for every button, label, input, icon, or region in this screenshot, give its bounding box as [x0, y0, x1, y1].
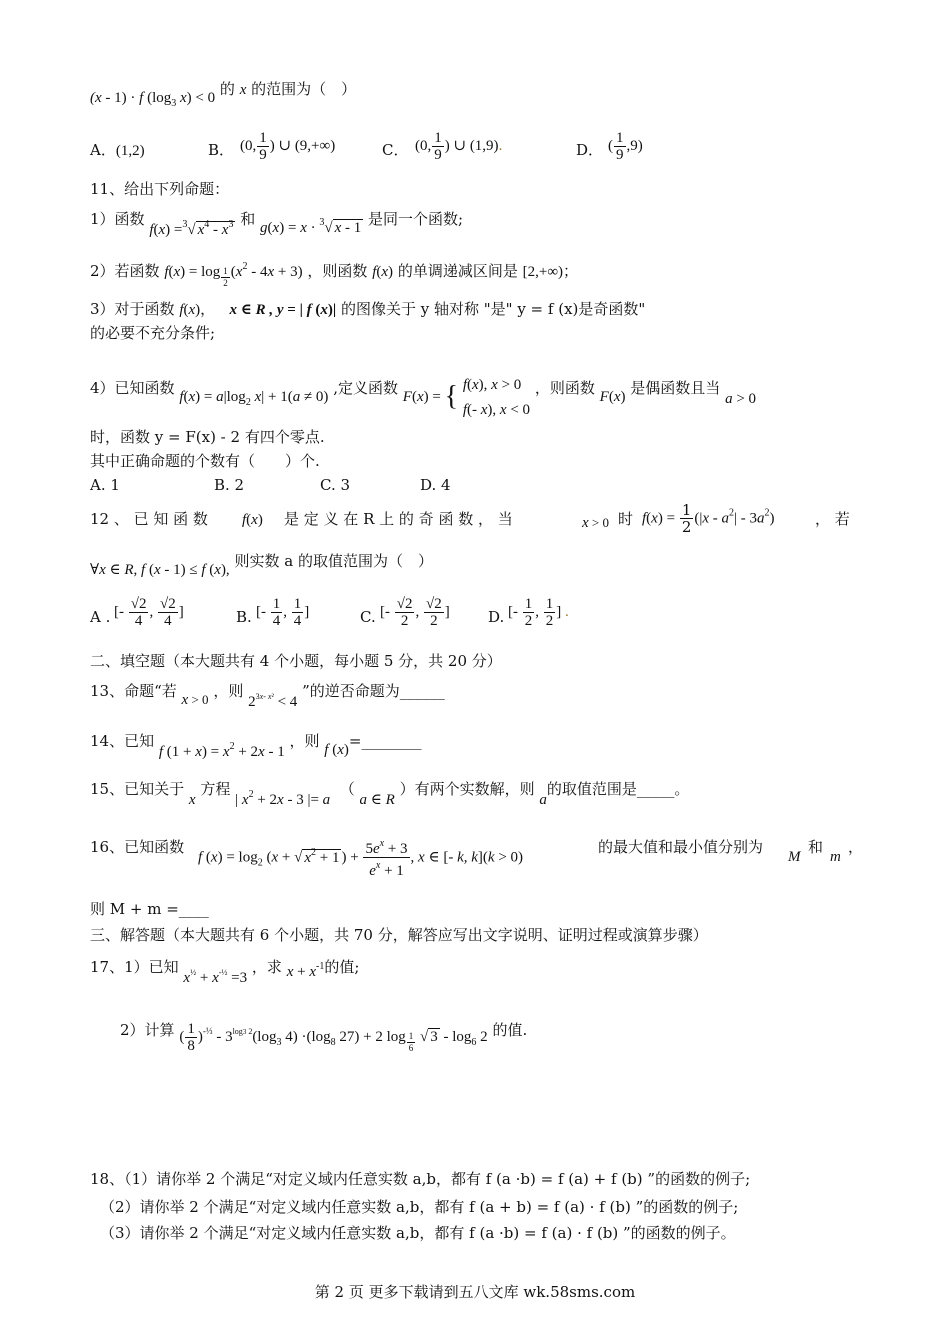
page-footer: 第 2 页 更多下载请到五八文库 wk.58sms.com	[314, 1283, 636, 1301]
q11-option-c: C. 3	[320, 476, 351, 494]
q11-item-4-cont: 时，函数 y = F(x) - 2 有四个零点.	[90, 428, 325, 446]
q12-line-2: ∀x ∈ R, f (x - 1) ≤ f (x), 则实数 a 的取值范围为（ ）	[90, 552, 433, 578]
q15: 15、已知关于 x 方程 | $x^2 + 2x - 3$ |= a （ a ∈ R ）有两个实数解，则 a的取值范围是_____。	[90, 780, 690, 808]
q11-item-1: 1）函数 f(x) =$^3$√ $x^4 - x^3$ 和 g(x) = x · $^3$√ x - 1 是同一个函数;	[90, 210, 464, 238]
q11-option-b: B. 2	[214, 476, 245, 494]
q18-1: 18、（1）请你举 2 个满足“对定义域内任意实数 a,b，都有 f (a ·b) = f (a) + f (b) ”的函数的例子;	[90, 1170, 751, 1188]
q11-option-a: A. 1	[90, 476, 120, 494]
q18-2: （2）请你举 2 个满足“对定义域内任意实数 a,b，都有 f (a + b) = f (a) · f (b) ”的函数的例子;	[100, 1198, 739, 1216]
q18-3: （3）请你举 2 个满足“对定义域内任意实数 a,b，都有 f (a ·b) = f (a) · f (b) ”的函数的例子。	[100, 1224, 736, 1242]
q11-question: 其中正确命题的个数有（ ）个.	[90, 452, 320, 470]
q11-item-3: 3）对于函数 f(x)， x ∈ R , y = | f (x)| 的图像关于 y 轴对称 "是" y = f (x)是奇函数"	[90, 300, 646, 318]
q17-1: 17、1）已知 $x^{\frac{1}{2}} + x^{-\frac{1}{2}} =3$ ，求 $x + x^{-1}$的值;	[90, 958, 360, 986]
q14: 14、已知 f $(1 + x) = x^2 + 2x - 1$ ，则 f (x)=________	[90, 732, 422, 760]
q11-title: 11、给出下列命题：	[90, 180, 230, 198]
section-2-heading: 二、填空题（本大题共有 4 个小题，每小题 5 分，共 20 分）	[90, 652, 502, 670]
q12-line-1: 12 、 已 知 函 数 f(x) 是 定 义 在 R 上 的 奇 函 数 ， 当 x > 0 时 f(x) = $\frac{1}{2}$ $(|x - a^2| - 3a^2)$ ， 若	[90, 501, 850, 536]
section-3-heading: 三、解答题（本大题共有 6 个小题，共 70 分，解答应写出文字说明、证明过程或演算步骤）	[90, 926, 708, 944]
q11-option-d: D. 4	[420, 476, 451, 494]
q16: 16、已知函数 f $(x) = \log_2 (x$ + √ $x^2 + 1$ ) + $\frac{5e^x + 3}{e^x + 1}$ , x ∈ [- k, k](k > 0) 的最大值和最小值分别为 M 和 m ，	[90, 838, 864, 879]
q11-item-4: 4）已知函数 $f(x) = a|\log_2$ x| + 1(a ≠ 0) ,定义函数 F(x) = { f(x), x > 0 f(- x), x < 0 ，则函数 F(x) 是偶函数且当 a > 0	[90, 377, 757, 418]
q10-condition-line: (x - 1) · f ($\log_3$ x) < 0 的 x 的范围为（ ）	[90, 80, 357, 109]
q13: 13、命题“若 x > 0 ，则 $2^{3x- x^2} < 4$ ”的逆否命题为______	[90, 682, 445, 710]
document-page: (x - 1) · f ($\log_3$ x) < 0 的 x 的范围为（ ） A．(1,2) B． (0, $\frac{1}{9}$ ) ∪ (9,+∞) C． (0, $\frac{1}{9}$ ) ∪ (1,9). D． ( $\frac{1}{9}$ ,9) 11、给出下列命题： 1）函数 f(x) =$^3$√ $x^4 - x^3$ 和 g(x) = x · $^3$√ x - 1 是同一个函数; 2）若函数 f(x) = log $_{\frac{1}{2}}$ $(x^2 - 4x + 3)$ ，则函数 f(x) 的单调递减区间是 [2,+∞)； 3）对于函数 f(x)， x ∈ R , y = | f (x)| 的图像关于 y 轴对称 "是" y = f (x)是奇函数" 的必要不充分条件; 4）已知函数 $f(x) = a|\log_2$ x| + 1(a ≠ 0) ,定义函数 F(x) = { f(x), x > 0 f(- x), x < 0 ，则函数 F(x) 是偶函数且当 a > 0 时，函数 y = F(x) - 2 有四个零点. 其中正确命题的个数有（ ）个. A. 1 B. 2 C. 3 D. 4 12 、 已 知 函 数 f(x) 是 定 义 在 R 上 的 奇 函 数 ， 当 x > 0 时 f(x) = $\frac{1}{2}$ $(|x - a^2| - 3a^2)$ ， 若 ∀x ∈ R, f (x - 1) ≤ f (x), 则实数 a 的取值范围为（ ） A . [- $\frac{√2}{4}$ , $\frac{√2}{4}$ ] B. [- $\frac{1}{4}$ , $\frac{1}{4}$ ] C. [- $\frac{√2}{2}$ , $\frac{√2}{2}$ ] D. [- $\frac{1}{2}$ , $\frac{1}{2}$ ] . 二、填空题（本大题共有 4 个小题，每小题 5 分，共 20 分） 13、命题“若 x > 0 ，则 $2^{3x- x^2} < 4$ ”的逆否命题为______ 14、已知 f $(1 + x) = x^2 + 2x - 1$ ，则 f (x)=________ 15、已知关于 x 方程 | $x^2 + 2x - 3$ |= a （ a ∈ R ）有两个实数解，则 a的取值范围是_____。 16、已知函数 f $(x) = \log_2 (x$ + √ $x^2 + 1$ ) + $\frac{5e^x + 3}{e^x + 1}$ , x ∈ [- k, k](k > 0) 的最大值和最小值分别为 M 和 m ， 则 M + m =____ 三、解答题（本大题共有 6 个小题，共 70 分，解答应写出文字说明、证明过程或演算步骤） 17、1）已知 $x^{\frac{1}{2}} + x^{-\frac{1}{2}} =3$ ，求 $x + x^{-1}$的值; 2）计算 ( $\frac{1}{8}$ )$^{-\frac{1}{3}} - 3^{log3 2}(\log_3$ $4) \cdot(\log_8$ 27) + 2 log $_{\frac{1}{6}}$ √ $3 - \log_6 2$ 的值. 18、（1）请你举 2 个满足“对定义域内任意实数 a,b，都有 f (a ·b) = f (a) + f (b) ”的函数的例子; （2）请你举 2 个满足“对定义域内任意实数 a,b，都有 f (a + b) = f (a) · f (b) ”的函数的例子; （3）请你举 2 个满足“对定义域内任意实数 a,b，都有 f (a ·b) = f (a) · f (b) ”的函数的例子。 第 2 页 更多下载请到五八文库 wk.58sms.com	[0, 0, 950, 1344]
q16-answer: 则 M + m =____	[90, 900, 209, 918]
q12-options: A . [- $\frac{√2}{4}$ , $\frac{√2}{4}$ ] B. [- $\frac{1}{4}$ , $\frac{1}{4}$ ] C. [- $\frac{√2}{2}$ , $\frac{√2}{2}$ ] D. [- $\frac{1}{2}$ , $\frac{1}{2}$ ] .	[90, 596, 569, 629]
q11-item-2: 2）若函数 f(x) = log $_{\frac{1}{2}}$ $(x^2 - 4x + 3)$ ，则函数 f(x) 的单调递减区间是 [2,+∞)；	[90, 261, 579, 289]
q17-2: 2）计算 ( $\frac{1}{8}$ )$^{-\frac{1}{3}} - 3^{log3 2}(\log_3$ $4) \cdot(\log_8$ 27) + 2 log $_{\frac{1}{6}}$ √ $3 - \log_6 2$ 的值.	[120, 1021, 528, 1055]
q11-item-3-cont: 的必要不充分条件;	[90, 324, 216, 342]
